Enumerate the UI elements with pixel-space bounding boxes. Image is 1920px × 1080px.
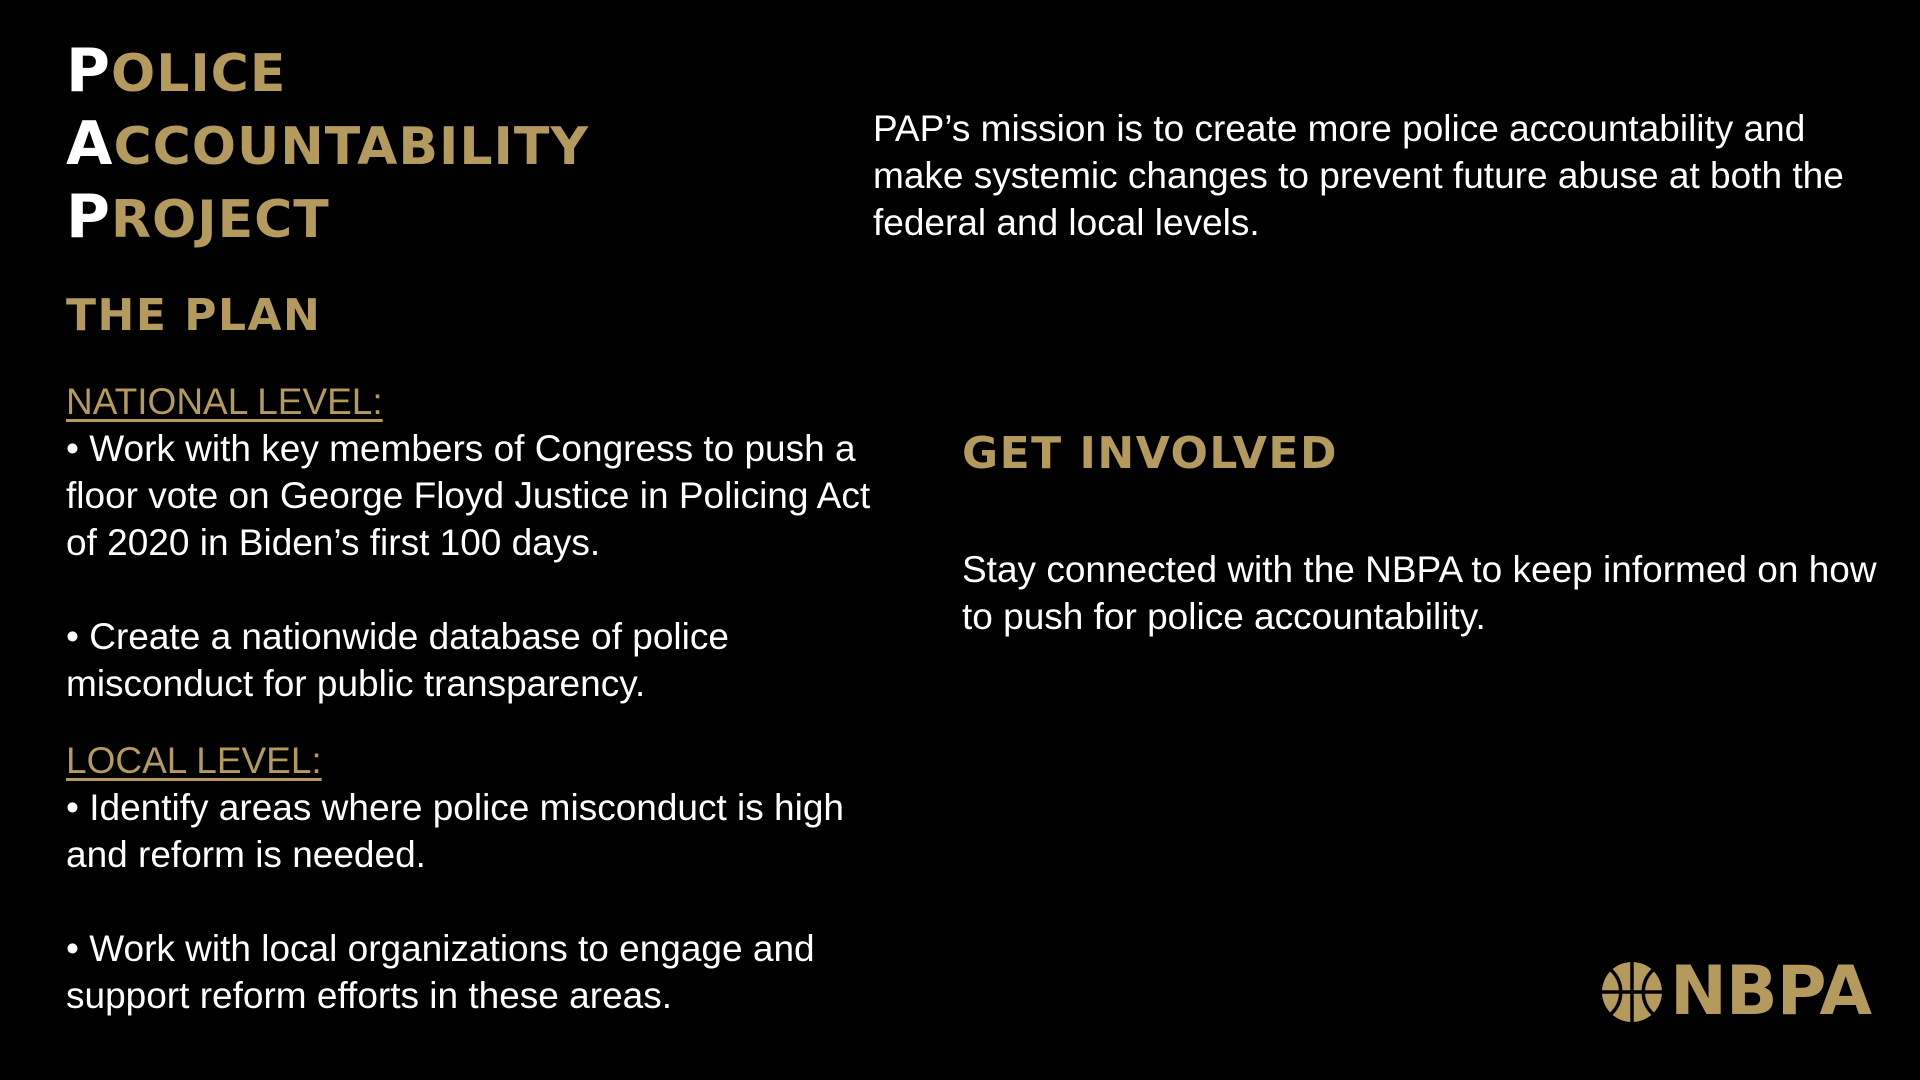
local-bullet: • Work with local organizations to engage and support reform efforts in these areas. <box>66 928 815 1016</box>
national-level-label: NATIONAL LEVEL: <box>66 381 383 422</box>
page-title <box>66 36 589 255</box>
get-involved-text: Stay connected with the NBPA to keep informed on how to push for police accountability. <box>962 549 1877 637</box>
title-line-accountability: ACCOUNTABILITY <box>66 109 589 179</box>
national-bullet: • Work with key members of Congress to push a floor vote on George Floyd Justice in Policing Act of 2020 in Biden’s first 100 days. <box>66 428 871 563</box>
nbpa-logo-text: NBPA <box>1670 952 1871 1031</box>
local-level-label: LOCAL LEVEL: <box>66 740 322 781</box>
nbpa-logo <box>1600 952 1871 1031</box>
plan-heading: THE PLAN <box>66 290 322 341</box>
get-involved-heading: GET INVOLVED <box>962 428 1338 479</box>
local-bullet: • Identify areas where police misconduct is high and reform is needed. <box>66 787 845 875</box>
national-bullet: • Create a nationwide database of police misconduct for public transparency. <box>66 616 729 704</box>
mission-statement: PAP’s mission is to create more police accountability and make systemic changes to prevent future abuse at both the federal and local levels. <box>873 108 1844 243</box>
title-line-police: POLICE <box>66 36 287 106</box>
basketball-icon <box>1600 960 1664 1024</box>
plan-body <box>66 378 906 1019</box>
title-line-project: PROJECT <box>66 182 330 252</box>
